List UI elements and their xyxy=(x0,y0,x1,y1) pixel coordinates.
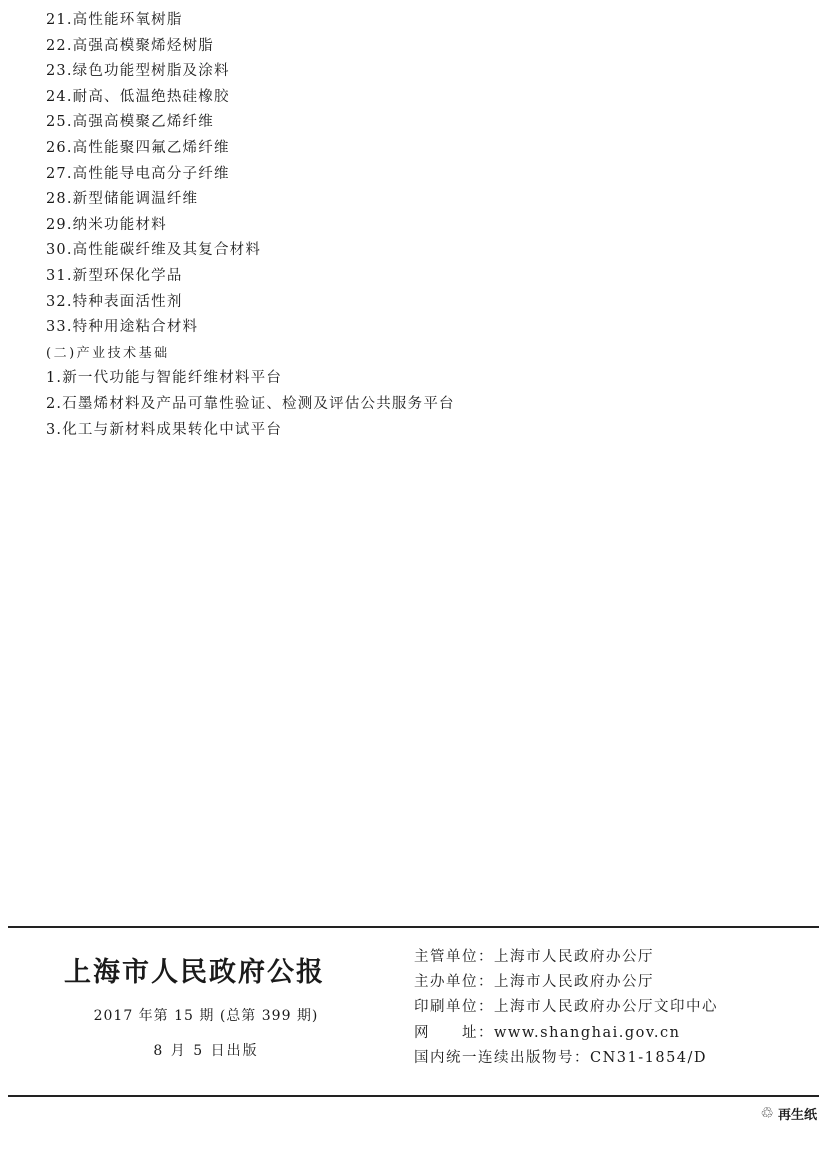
list-item: 2.石墨烯材料及产品可靠性验证、检测及评估公共服务平台 xyxy=(46,395,455,412)
list-item: 30.高性能碳纤维及其复合材料 xyxy=(46,242,262,259)
section-heading: (二)产业技术基础 xyxy=(46,345,170,361)
list-item: 32.特种表面活性剂 xyxy=(46,293,183,310)
supervisor-line: 主管单位：上海市人民政府办公厅 xyxy=(414,949,654,965)
list-item: 24.耐高、低温绝热硅橡胶 xyxy=(46,88,230,105)
list-item: 29.纳米功能材料 xyxy=(46,216,167,233)
item-list xyxy=(46,8,455,443)
list-item: 31.新型环保化学品 xyxy=(46,267,183,284)
list-item: 23.绿色功能型树脂及涂料 xyxy=(46,63,230,80)
list-item: 26.高性能聚四氟乙烯纤维 xyxy=(46,139,230,156)
list-item: 22.高强高模聚烯烃树脂 xyxy=(46,37,214,54)
website-line: 网 址：www.shanghai.gov.cn xyxy=(414,1024,681,1041)
sponsor-line: 主办单位：上海市人民政府办公厅 xyxy=(414,974,654,991)
list-item: 27.高性能导电高分子纤维 xyxy=(46,165,230,182)
list-item: 3.化工与新材料成果转化中试平台 xyxy=(46,421,283,438)
recycle-icon: ♲ xyxy=(760,1104,774,1122)
recycled-paper-label: 再生纸 xyxy=(777,1108,817,1123)
list-item: 28.新型储能调温纤维 xyxy=(46,191,199,208)
publication-title: 上海市人民政府公报 xyxy=(64,957,325,988)
publisher-info xyxy=(414,945,718,1071)
printer-line: 印刷单位：上海市人民政府办公厅文印中心 xyxy=(414,999,718,1016)
issue-number: 2017 年第 15 期 (总第 399 期) xyxy=(93,1008,319,1024)
list-item: 1.新一代功能与智能纤维材料平台 xyxy=(46,370,283,387)
list-item: 33.特种用途粘合材料 xyxy=(46,319,199,336)
bottom-divider xyxy=(8,1095,819,1097)
recycled-paper-mark xyxy=(761,1104,817,1123)
top-divider xyxy=(8,926,819,928)
serial-number-line: 国内统一连续出版物号：CN31-1854/D xyxy=(414,1049,708,1066)
list-item: 25.高强高模聚乙烯纤维 xyxy=(46,114,214,131)
publication-date: 8 月 5 日出版 xyxy=(153,1043,259,1059)
list-item: 21.高性能环氧树脂 xyxy=(46,12,183,28)
